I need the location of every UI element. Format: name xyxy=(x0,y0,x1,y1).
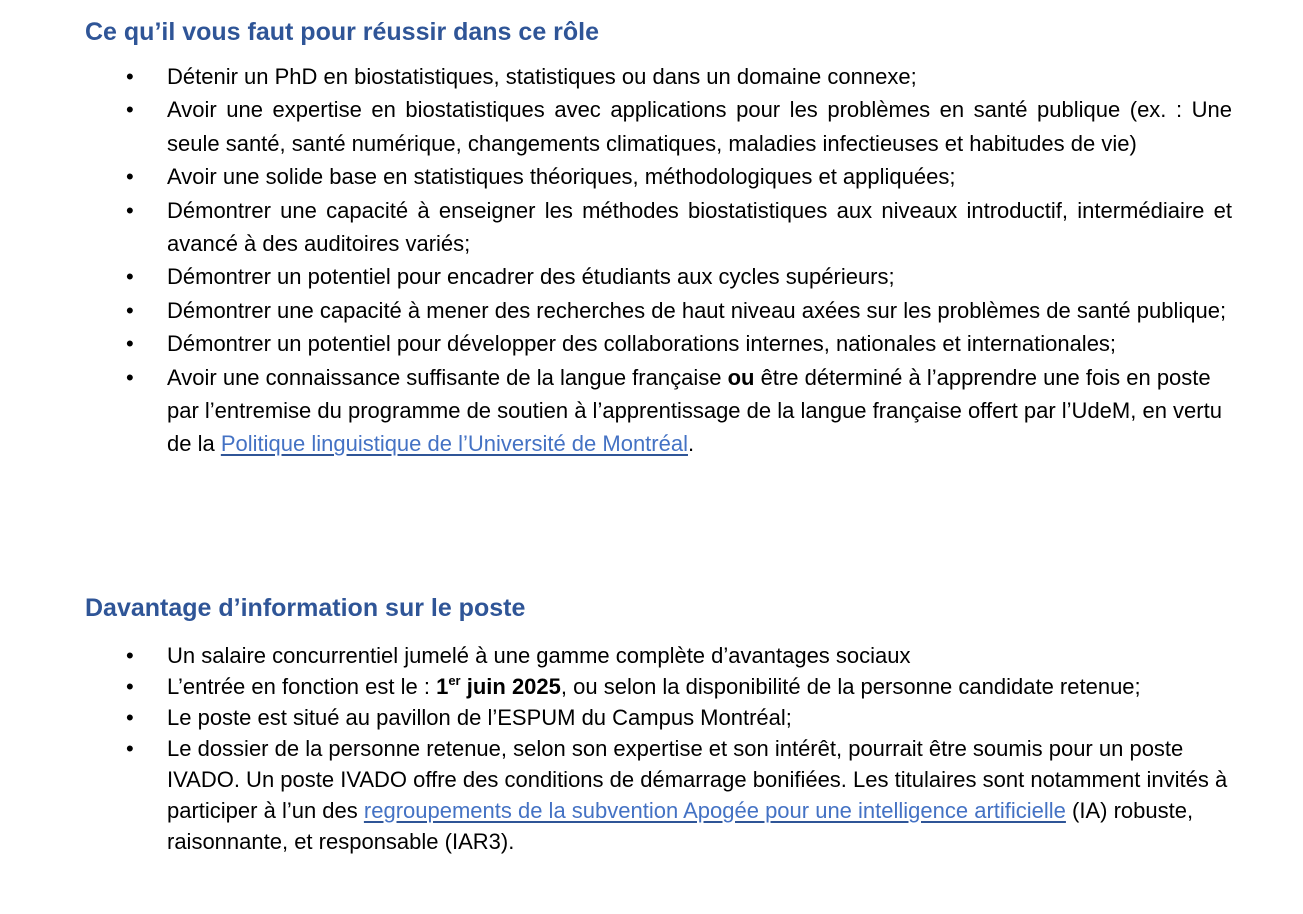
list-item-text: Avoir une solide base en statistiques théoriques, méthodologiques et appliquées; xyxy=(167,164,956,190)
start-date-bold xyxy=(436,674,561,699)
bullet-icon: • xyxy=(126,643,134,668)
list-item-ivado xyxy=(126,733,1232,857)
position-info-list xyxy=(0,640,1303,857)
language-or-bold: ou xyxy=(727,364,755,390)
list-item-text: Démontrer un potentiel pour encadrer des étudiants aux cycles supérieurs; xyxy=(167,264,895,290)
bullet-icon: • xyxy=(126,197,134,223)
requirements-section xyxy=(0,14,1303,461)
location-text: Le poste est situé au pavillon de l’ESPUM du Campus Montréal; xyxy=(167,705,792,730)
apogee-grant-link[interactable]: regroupements de la subvention Apogée pour une intelligence artificielle xyxy=(363,798,1066,823)
position-info-section xyxy=(0,590,1303,857)
list-item-text: Démontrer une capacité à mener des recherches de haut niveau axées sur les problèmes de santé publique; xyxy=(167,297,1227,323)
list-item xyxy=(126,160,1232,193)
list-item-language xyxy=(126,361,1232,461)
ivado-text-1: Le dossier de la personne retenue, selon son expertise et son intérêt, pourrait être soumis pour un poste IVADO. Un poste IVADO offre des conditions de démarrage bonifiées. Les titulaires sont notamment invités à participer à l’un des xyxy=(167,736,1228,823)
list-item-start-date xyxy=(126,671,1232,702)
ivado-text-2: (IA) robuste, raisonnante, et responsable (IAR3). xyxy=(167,798,1194,854)
position-info-heading: Davantage d’information sur le poste xyxy=(85,594,526,622)
start-day-ordinal: er xyxy=(448,673,461,688)
start-day: 1 xyxy=(436,674,449,699)
start-month-year: juin 2025 xyxy=(460,674,561,699)
bullet-icon: • xyxy=(126,736,134,761)
bullet-icon: • xyxy=(126,264,134,290)
language-text-1: Avoir une connaissance suffisante de la langue française xyxy=(167,364,728,390)
list-item-salary xyxy=(126,640,1232,671)
list-item xyxy=(126,260,1232,293)
bullet-icon: • xyxy=(126,331,134,357)
language-policy-link[interactable]: Politique linguistique de l’Université de Montréal xyxy=(220,431,688,457)
list-item-location xyxy=(126,702,1232,733)
list-item-text: Démontrer une capacité à enseigner les méthodes biostatistiques aux niveaux introductif, intermédiaire et avancé à des auditoires variés; xyxy=(167,197,1232,257)
list-item-text: Détenir un PhD en biostatistiques, statistiques ou dans un domaine connexe; xyxy=(167,64,917,89)
list-item-text: Avoir une expertise en biostatistiques avec applications pour les problèmes en santé publique (ex. : Une seule santé, santé numérique, changements climatiques, maladies infectieuses et habitudes de vie) xyxy=(167,97,1232,156)
list-item xyxy=(126,60,1232,93)
list-item xyxy=(126,194,1232,261)
bullet-icon: • xyxy=(126,97,134,123)
requirements-list xyxy=(0,60,1303,461)
salary-text: Un salaire concurrentiel jumelé à une gamme complète d’avantages sociaux xyxy=(167,643,911,668)
language-text-3: . xyxy=(687,431,695,457)
bullet-icon: • xyxy=(126,364,134,390)
bullet-icon: • xyxy=(126,64,134,89)
bullet-icon: • xyxy=(126,297,134,323)
list-item xyxy=(126,93,1232,160)
bullet-icon: • xyxy=(126,674,134,699)
requirements-heading: Ce qu’il vous faut pour réussir dans ce rôle xyxy=(85,18,600,46)
language-text-2: être déterminé à l’apprendre une fois en poste par l’entremise du programme de soutien à l’apprentissage de la langue française offert par l’UdeM, en vertu de la xyxy=(167,364,1222,457)
start-suffix: , ou selon la disponibilité de la personne candidate retenue; xyxy=(560,674,1141,699)
bullet-icon: • xyxy=(126,705,134,730)
list-item xyxy=(126,327,1232,360)
list-item-text: Démontrer un potentiel pour développer des collaborations internes, nationales et internationales; xyxy=(167,331,1117,357)
list-item xyxy=(126,294,1232,327)
start-prefix: L’entrée en fonction est le : xyxy=(167,674,437,699)
bullet-icon: • xyxy=(126,164,134,190)
